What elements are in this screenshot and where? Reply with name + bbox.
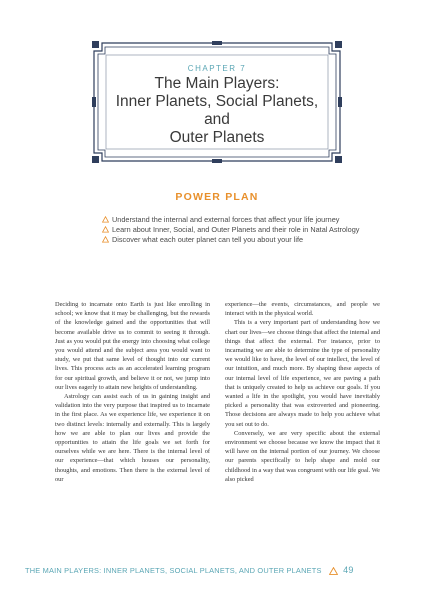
- body-paragraph: experience—the events, circumstances, and people we interact with in the physical world.: [225, 301, 380, 318]
- power-plan-list: [102, 215, 367, 244]
- power-plan-item: [102, 215, 367, 225]
- power-plan-item: [102, 235, 367, 245]
- running-title: THE MAIN PLAYERS: INNER PLANETS, SOCIAL PLANETS, AND OUTER PLANETS: [25, 566, 322, 575]
- triangle-bullet-icon: [102, 226, 109, 233]
- page-footer: [25, 565, 425, 575]
- body-column-right: [225, 300, 380, 484]
- triangle-bullet-icon: [102, 236, 109, 243]
- page-number: 49: [343, 565, 354, 575]
- chapter-heading-block: [104, 64, 330, 147]
- power-plan-item: [102, 225, 367, 235]
- chapter-title-line2: Inner Planets, Social Planets, and: [115, 93, 319, 128]
- power-plan-item-text: Discover what each outer planet can tell you about your life: [112, 234, 304, 244]
- chapter-title: [104, 75, 330, 147]
- chapter-title-line1: The Main Players:: [154, 75, 280, 92]
- power-plan-item-text: Understand the internal and external forces that affect your life journey: [112, 215, 340, 224]
- triangle-bullet-icon: [102, 216, 109, 223]
- power-plan-heading: POWER PLAN: [175, 191, 259, 203]
- chapter-label: CHAPTER 7: [187, 64, 247, 73]
- body-column-left: [55, 300, 210, 484]
- triangle-footer-icon: [329, 567, 338, 575]
- power-plan-item-text: Learn about Inner, Social, and Outer Planets and their role in Natal Astrology: [112, 224, 360, 234]
- body-paragraph: Conversely, we are very specific about the external environment we choose because we know the impact that it will have on the internal portion of our journey. We choose our parents specifically to help shape and mold our childhood in a way that was congruent with our life goal. We also picked: [225, 429, 380, 483]
- body-paragraph: Deciding to incarnate onto Earth is just like enrolling in school; we know that it may be challenging, but the rewards of the knowledge gained and the opportunities that will become available drive us to commit to seeing it through. Just as you would put the energy into choosing what college you would attend and the subject area you would want to study, we put that same level of thought into our current lives. This process acts as an accelerated learning program for our spiritual growth, and believe it or not, we jump into our lives eagerly to attain new heights of understanding.: [55, 301, 210, 391]
- chapter-title-line3: Outer Planets: [169, 129, 265, 146]
- body-paragraph: Astrology can assist each of us in gaining insight and validation into the very purpose that inspired us to incarnate in the first place. As we experience life, we experience it on two distinct levels: internally and externally. This is largely how we are able to plan our lives and provide the opportunities to attain the life goals we set forth for ourselves while we are here. There is the internal level of our experience—that which houses our personality, thoughts, and emotions. Then there is the external level of our: [55, 393, 210, 483]
- body-paragraph: This is a very important part of understanding how we chart our lives—we choose things that affect the internal and things that affect the external. For instance, prior to incarnating we are able to determine the type of personality we would like to have, the level of our intellect, the level of our intuition, and much more. By shaping these aspects of our internal level of life experience, we are paving a path that is uniquely created to help us achieve our goals. If you wanted a life in the spotlight, you would have inevitably picked a personality that was extroverted and pioneering. Those decisions are always made to help you achieve what you set out to do.: [225, 319, 380, 428]
